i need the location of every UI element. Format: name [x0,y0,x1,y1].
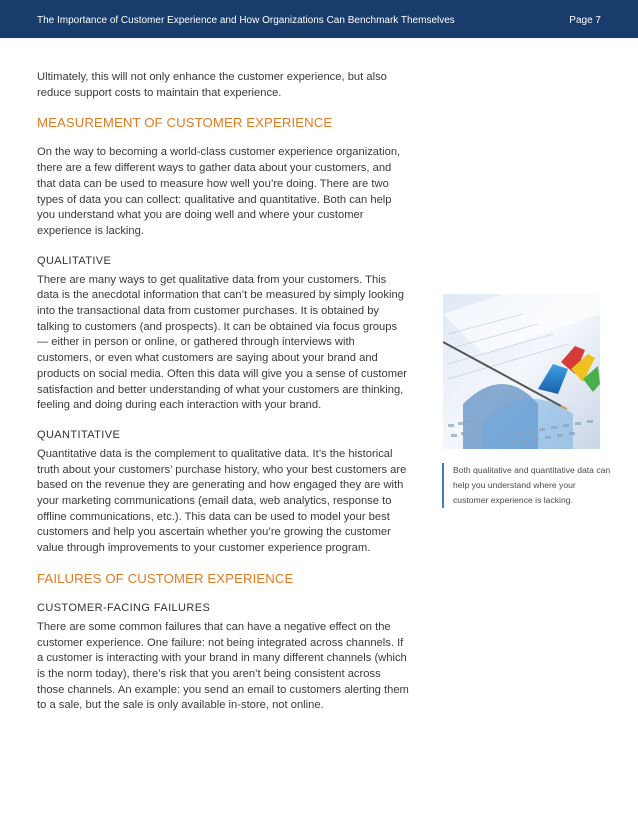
intro-paragraph: Ultimately, this will not only enhance the customer experience, but also reduce support costs to maintain that experience. [37,71,387,99]
chart-screen-photo [443,294,600,449]
document-title: The Importance of Customer Experience and How Organizations Can Benchmark Themselves [37,15,455,26]
quantitative-paragraph: Quantitative data is the complement to qualitative data. It’s the historical truth about your customers’ purchase history, who your best customers are based on the revenue they are generating and how engaged they are with your marketing communications (email data, web analytics, response to offline communications, etc.). This data can be used to model your best customers and help you ascertain whether you’re growing the customer value through improvements to your customer experience program. [37,447,407,555]
qualitative-paragraph: There are many ways to get qualitative data from your customers. This data is the anecdotal information that can’t be measured by simply looking into the transactional data from customer purchases. It is obtained by talking to customers (and prospects). It can be obtained via focus groups — either in person or online, or gathered through interviews with customers, or even what customers are saying about your brand and products on social media. Often this data will give you a sense of customer satisfaction and better understanding of what your customers are thinking, feeling and doing during each interaction with your brand. [37,273,407,412]
photo-caption: Both qualitative and quantitative data can help you understand where your customer experience is lacking. [442,463,613,508]
main-content [37,70,409,728]
customer-facing-paragraph: There are some common failures that can have a negative effect on the customer experience. One failure: not being integrated across channels. If a customer is interacting with your brand in many different channels (which is the norm today), there’s risk that you aren’t being consistent across those channels. An example: you send an email to customers alerting them to a sale, but the sale is only available in-store, not online. [37,620,409,712]
measurement-heading: MEASUREMENT OF CUSTOMER EXPERIENCE [37,115,333,131]
page-header [0,0,638,38]
failures-heading: FAILURES OF CUSTOMER EXPERIENCE [37,570,294,586]
page-number: Page 7 [569,15,601,26]
measurement-paragraph: On the way to becoming a world-class customer experience organization, there are a few different ways to gather data about your customers, and that data can be used to measure how well you’re doing. There are two types of data you can collect: qualitative and quantitative. Both can help you understand what you are doing well and where your customer experience is lacking. [37,146,401,237]
customer-facing-heading: CUSTOMER-FACING FAILURES [37,601,211,614]
quantitative-heading: QUANTITATIVE [37,428,121,441]
qualitative-heading: QUALITATIVE [37,254,112,267]
